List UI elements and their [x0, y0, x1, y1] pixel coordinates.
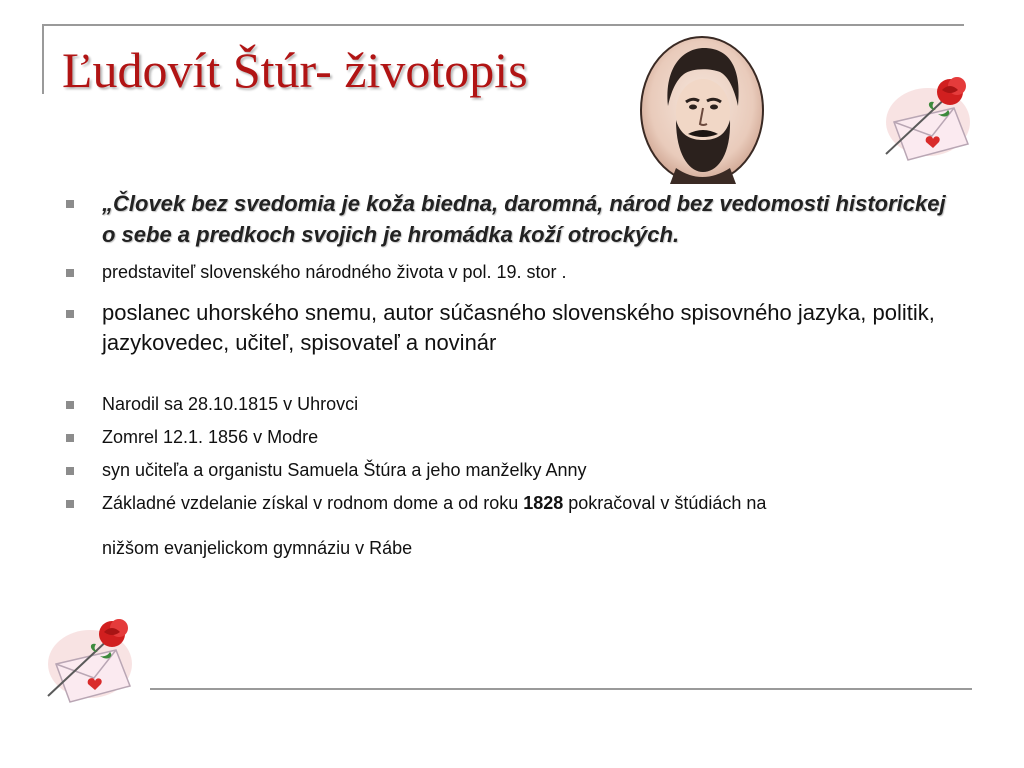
bullet-square-icon — [66, 434, 74, 442]
bullet-born — [62, 392, 962, 416]
rose-envelope-icon — [880, 70, 985, 165]
education-text-start: Základné vzdelanie získal v rodnom dome a od roku — [102, 493, 524, 513]
rose-envelope-icon — [42, 612, 147, 707]
left-rule — [42, 24, 44, 94]
slide-title: Ľudovít Štúr- životopis — [62, 42, 528, 98]
representative-text: predstaviteľ slovenského národného života v pol. 19. stor . — [102, 262, 567, 282]
bullet-roles — [62, 298, 962, 358]
bullet-representative — [62, 260, 962, 284]
education-year: 1828 — [523, 493, 564, 513]
died-text: Zomrel 12.1. 1856 v Modre — [102, 427, 319, 447]
bullet-square-icon — [66, 200, 74, 208]
bullet-square-icon — [66, 467, 74, 475]
education-text-end: pokračoval v štúdiách na — [563, 493, 767, 513]
bullet-parents — [62, 458, 962, 482]
roles-text: poslanec uhorského snemu, autor súčasného slovenského spisovného jazyka, politik, jazykovedec, učiteľ, spisovateľ a novinár — [102, 300, 935, 355]
bullet-died — [62, 425, 962, 449]
bullet-quote — [62, 188, 962, 250]
education-text-line2: nižšom evanjelickom gymnáziu v Rábe — [102, 538, 413, 558]
bullet-list — [62, 188, 962, 570]
bullet-square-icon — [66, 269, 74, 277]
quote-text: „Človek bez svedomia je koža biedna, daromná, národ bez vedomosti historickej o sebe a predkoch svojich je hromádka koží otrockých. — [102, 191, 946, 247]
bullet-square-icon — [66, 310, 74, 318]
parents-text: syn učiteľa a organistu Samuela Štúra a jeho manželky Anny — [102, 460, 587, 480]
bottom-rule — [150, 688, 972, 690]
bullet-education — [62, 491, 962, 560]
born-text: Narodil sa 28.10.1815 v Uhrovci — [102, 394, 359, 414]
portrait-image — [640, 36, 764, 184]
top-rule — [42, 24, 964, 26]
bullet-square-icon — [66, 500, 74, 508]
bullet-square-icon — [66, 401, 74, 409]
